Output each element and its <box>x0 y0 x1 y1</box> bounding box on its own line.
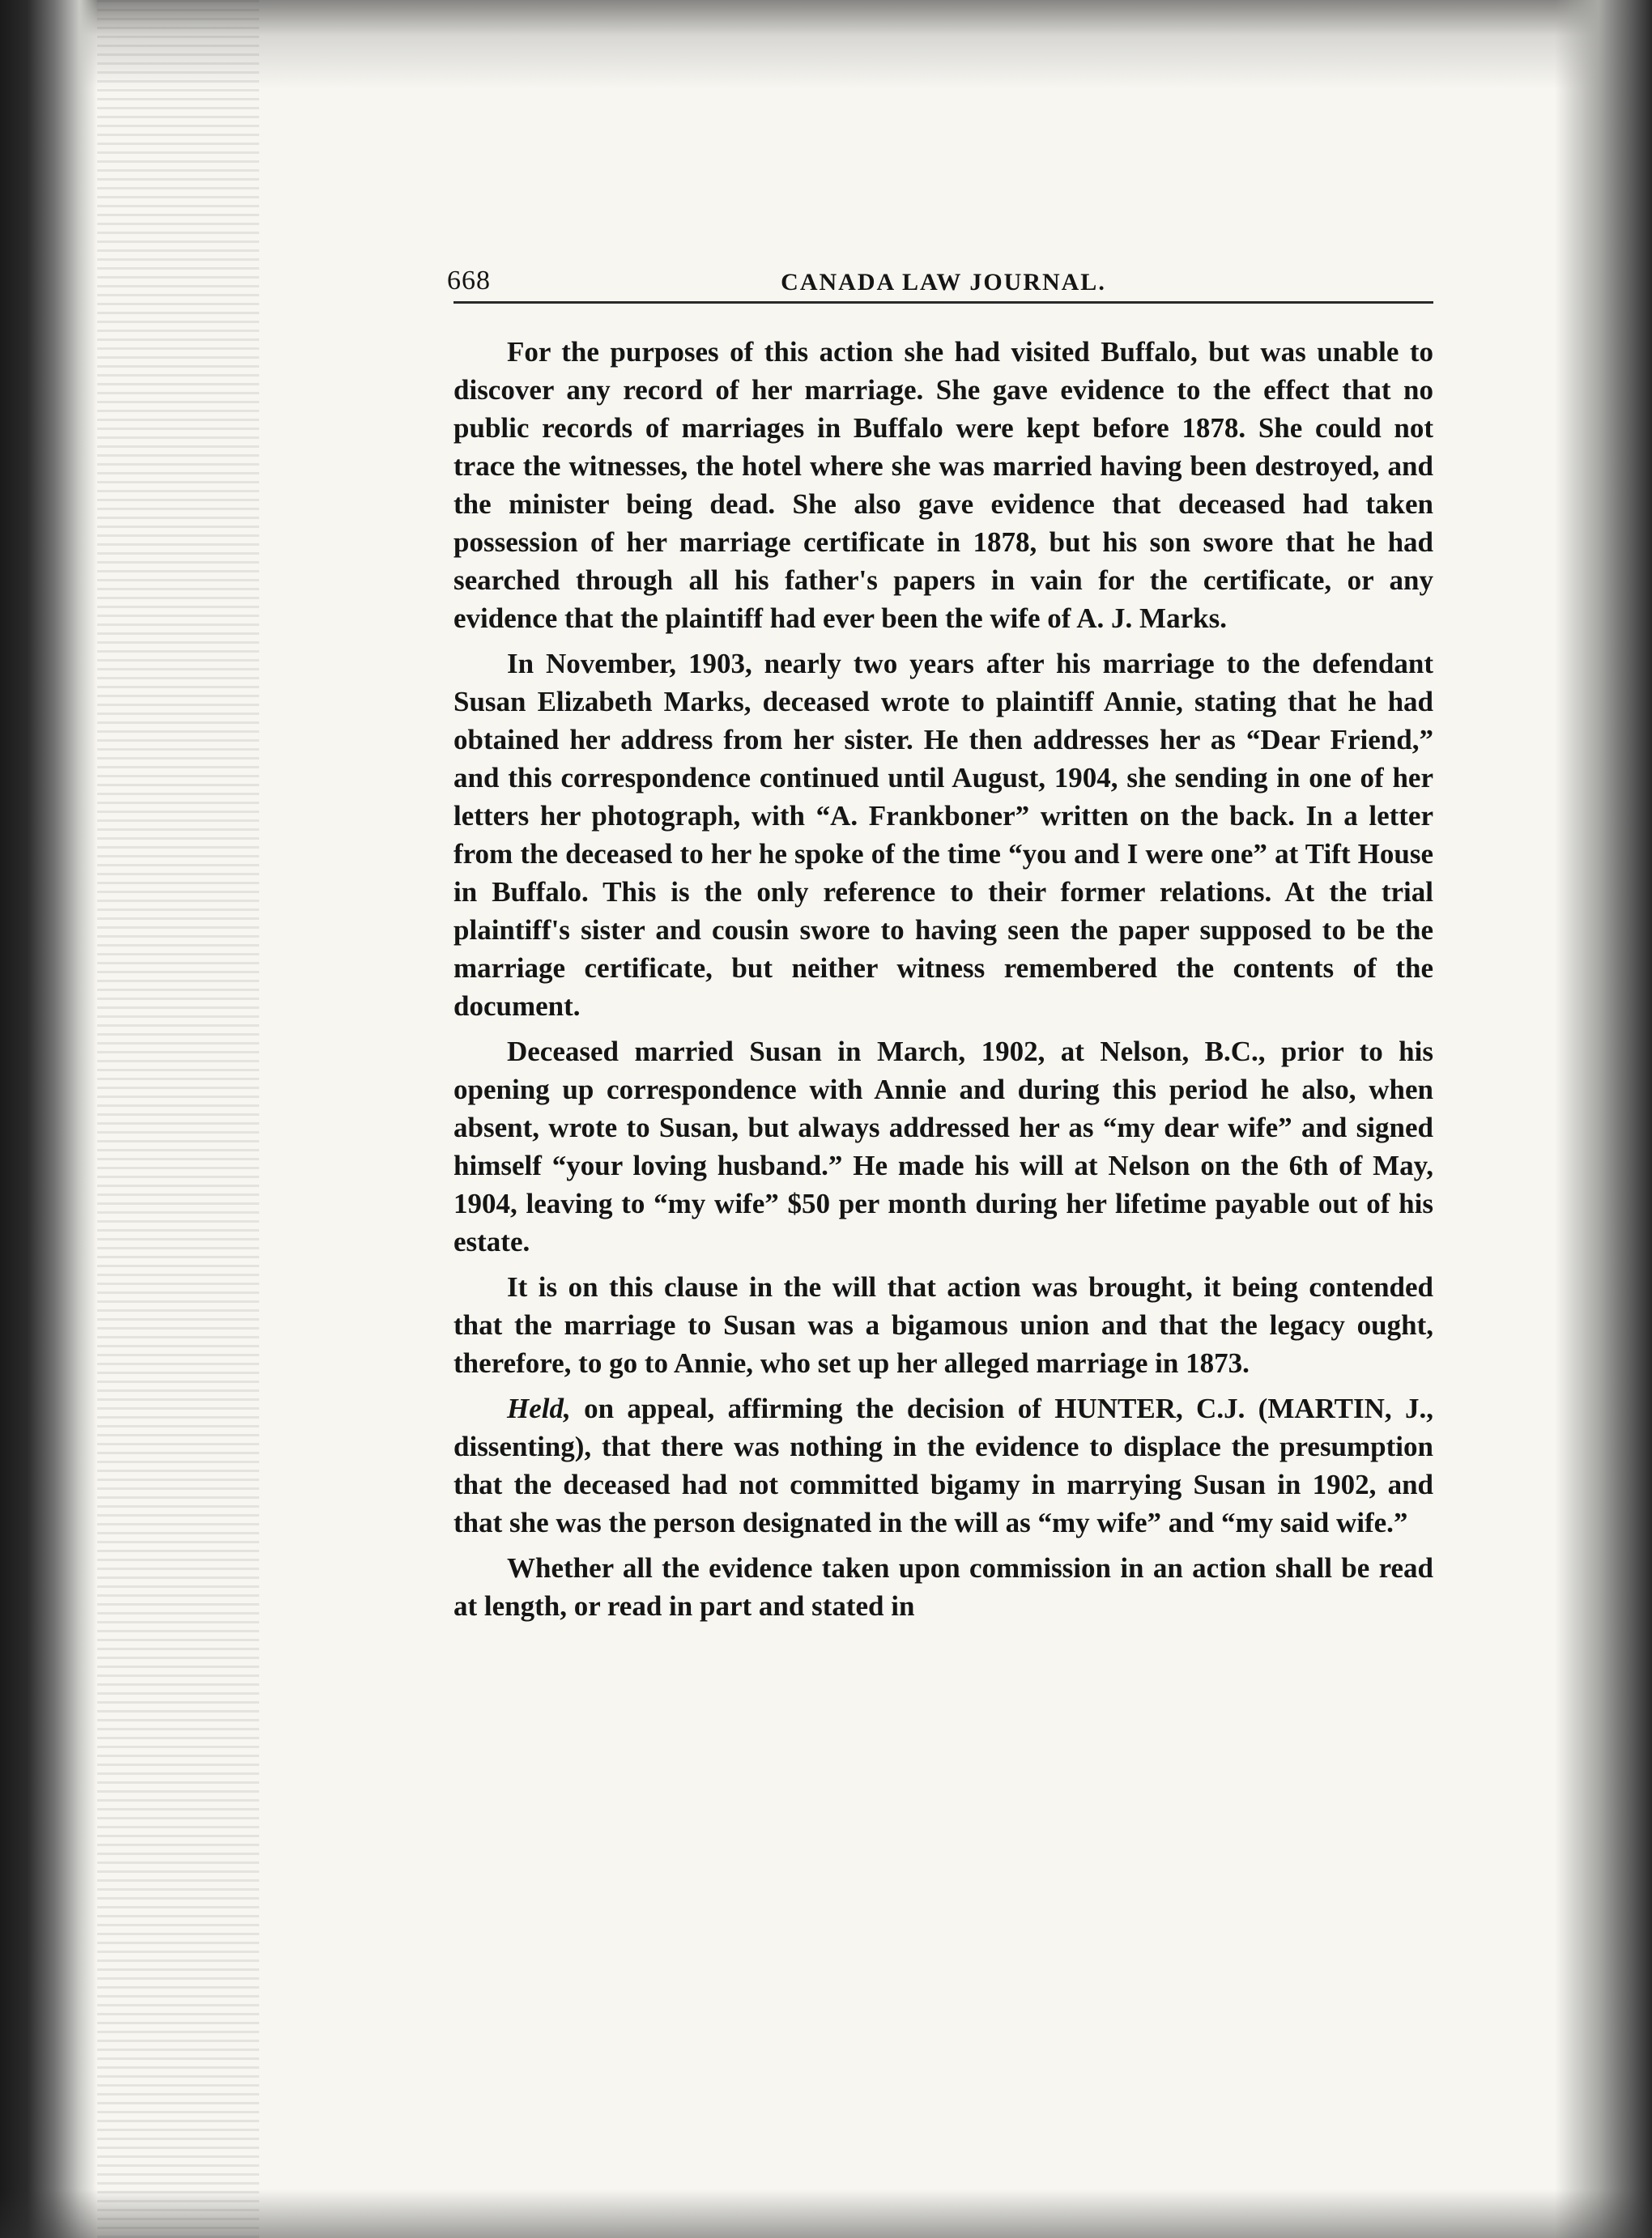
held-paragraph <box>453 1389 1433 1542</box>
scan-shadow-texture <box>97 0 259 2238</box>
scan-shadow-bottom <box>0 2189 1652 2238</box>
paragraph-2: In November, 1903, nearly two years after his marriage to the defendant Susan Elizabeth Marks, deceased wrote to plaintiff Annie, stating that he had obtained her address from her sister. He then addresses her as “Dear Friend,” and this correspondence continued until August, 1904, she sending in one of her letters her photograph, with “A. Frankboner” written on the back. In a letter from the deceased to her he spoke of the time “you and I were one” at Tift House in Buffalo. This is the only reference to their former relations. At the trial plaintiff's sister and cousin swore to having seen the paper supposed to be the marriage certificate, but neither witness remembered the contents of the document. <box>453 648 1433 1022</box>
scan-shadow-right <box>1555 0 1652 2238</box>
scan-shadow-left <box>0 0 97 2238</box>
held-text: on appeal, affirming the decision of HUNTER, C.J. (MARTIN, J., dissenting), that there was nothing in the evidence to displace the presumption that the deceased had not committed bigamy in marrying Susan in 1902, and that she was the person designated in the will as “my wife” and “my said wife.” <box>453 1393 1433 1538</box>
paragraph-3: Deceased married Susan in March, 1902, at Nelson, B.C., prior to his opening up correspondence with Annie and during this period he also, when absent, wrote to Susan, but always addressed her as “my dear wife” and signed himself “your loving husband.” He made his will at Nelson on the 6th of May, 1904, leaving to “my wife” $50 per month during her lifetime payable out of his estate. <box>453 1036 1433 1257</box>
journal-page <box>447 259 1433 1632</box>
held-word: Held, <box>507 1393 571 1424</box>
paragraph-1: For the purposes of this action she had visited Buffalo, but was unable to discover any record of her marriage. She gave evidence to the effect that no public records of marriages in Buffalo were kept before 1878. She could not trace the witnesses, the hotel where she was married having been destroyed, and the minister being dead. She also gave evidence that deceased had taken possession of her marriage certificate in 1878, but his son swore that he had searched through all his father's papers in vain for the certificate, or any evidence that the plaintiff had ever been the wife of A. J. Marks. <box>453 336 1433 634</box>
page-number: 668 <box>447 266 491 296</box>
final-paragraph: Whether all the evidence taken upon commission in an action shall be read at length, or read in part and stated in <box>453 1552 1433 1622</box>
paragraph-4: It is on this clause in the will that action was brought, it being contended that the marriage to Susan was a bigamous union and that the legacy ought, therefore, to go to Annie, who set up her alleged marriage in 1873. <box>453 1271 1433 1379</box>
body-text <box>453 333 1433 1625</box>
running-head <box>447 259 1433 304</box>
journal-title: CANADA LAW JOURNAL. <box>781 269 1106 296</box>
